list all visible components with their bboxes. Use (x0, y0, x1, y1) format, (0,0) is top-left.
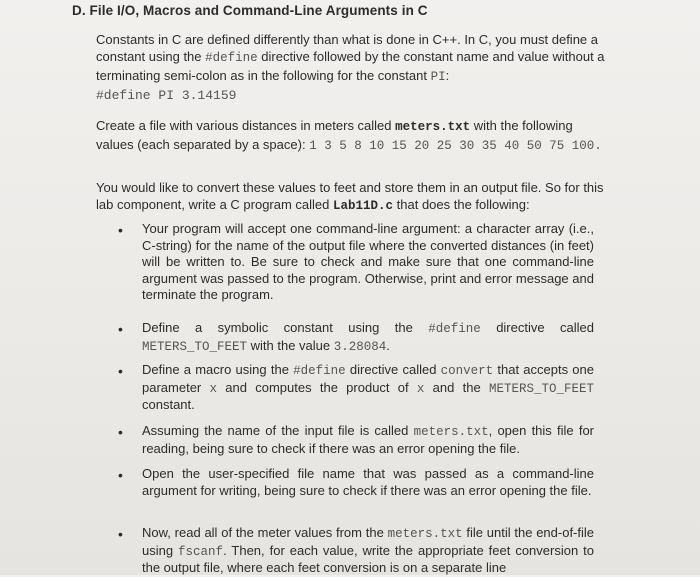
bullet-item-6 (142, 525, 594, 577)
text: You would like to convert these values to feet and store them in an output file. So for this lab component, write a C program called (96, 180, 604, 212)
text: , open this file for reading, being sure to check if there was an error opening the file. (142, 423, 594, 456)
bullet-marker: • (118, 363, 123, 379)
text: that does the following: (393, 197, 530, 212)
code-pi: PI (430, 70, 446, 84)
bullet-item-1: Your program will accept one command-line argument: a character array (i.e., C-string) for the name of the output file where the converted distances (in feet) will be written to. Be sure to check and make sure that one command-line argument was passed to the program. Otherwise, print and error message and terminate the program. (142, 221, 594, 302)
code-filename: meters.txt (413, 425, 489, 439)
text: directive followed by the constant name and value without a terminating semi-colon as in the following for the constant (96, 49, 605, 83)
code-param: x (209, 381, 218, 396)
code-program-name: Lab11D.c (333, 199, 394, 213)
code-function: fscanf (178, 544, 224, 559)
code-macro-name: convert (440, 364, 494, 378)
bullet-marker: • (118, 222, 123, 238)
code-define: #define (428, 322, 481, 336)
code-define: #define (293, 364, 346, 378)
text: : (445, 68, 450, 83)
text: Create a file with various distances in meters called (96, 118, 396, 133)
text: and the (424, 379, 489, 395)
code-example: #define PI 3.14159 (96, 88, 237, 103)
text: Define a symbolic constant using the (142, 320, 429, 335)
text: . Then, for each value, write the appropriate feet conversion to the output file, where each feet conversion is on a separate line (142, 542, 594, 575)
bullet-marker: • (118, 321, 123, 337)
bullet-item-4 (142, 423, 594, 457)
text: and computes the product of (217, 379, 417, 395)
code-filename: meters.txt (395, 120, 471, 134)
text: that accepts one parameter (142, 362, 594, 395)
paragraph-constants (96, 31, 606, 86)
code-constant-name: METERS_TO_FEET (488, 381, 594, 396)
bullet-item-3 (142, 362, 594, 414)
text: Assuming the name of the input file is called (142, 423, 414, 438)
paragraph-convert (96, 179, 606, 215)
code-param: x (416, 381, 425, 396)
text: directive called (345, 362, 441, 377)
text: with the following values (each separated by a space): (96, 118, 573, 152)
code-define: #define (205, 51, 258, 65)
text: Define a macro using the (142, 362, 294, 377)
paragraph-create-file (96, 117, 606, 155)
text: with the value (247, 337, 334, 353)
text: . (386, 337, 390, 353)
bullet-marker: • (118, 424, 123, 440)
text: file until the end-of-file using (142, 525, 595, 558)
code-constant-name: METERS_TO_FEET (142, 339, 248, 354)
text: constant. (142, 397, 195, 412)
bullet-item-5: Open the user-specified file name that was passed as a command-line argument for writing, being sure to check if there was an error opening the file. (142, 466, 594, 498)
bullet-item-2 (142, 320, 594, 355)
text: directive called (480, 320, 594, 335)
bullet-marker: • (118, 526, 123, 542)
text: Constants in C are defined differently than what is done in C++. In C, you must define a constant using the (96, 32, 598, 64)
section-heading: D. File I/O, Macros and Command-Line Arguments in C (72, 3, 428, 18)
code-values: 1 3 5 8 10 15 20 25 30 35 40 50 75 100. (309, 139, 602, 153)
text: Now, read all of the meter values from the (142, 525, 388, 540)
code-value: 3.28084 (333, 339, 387, 354)
code-filename: meters.txt (387, 527, 463, 541)
bullet-marker: • (118, 467, 123, 483)
